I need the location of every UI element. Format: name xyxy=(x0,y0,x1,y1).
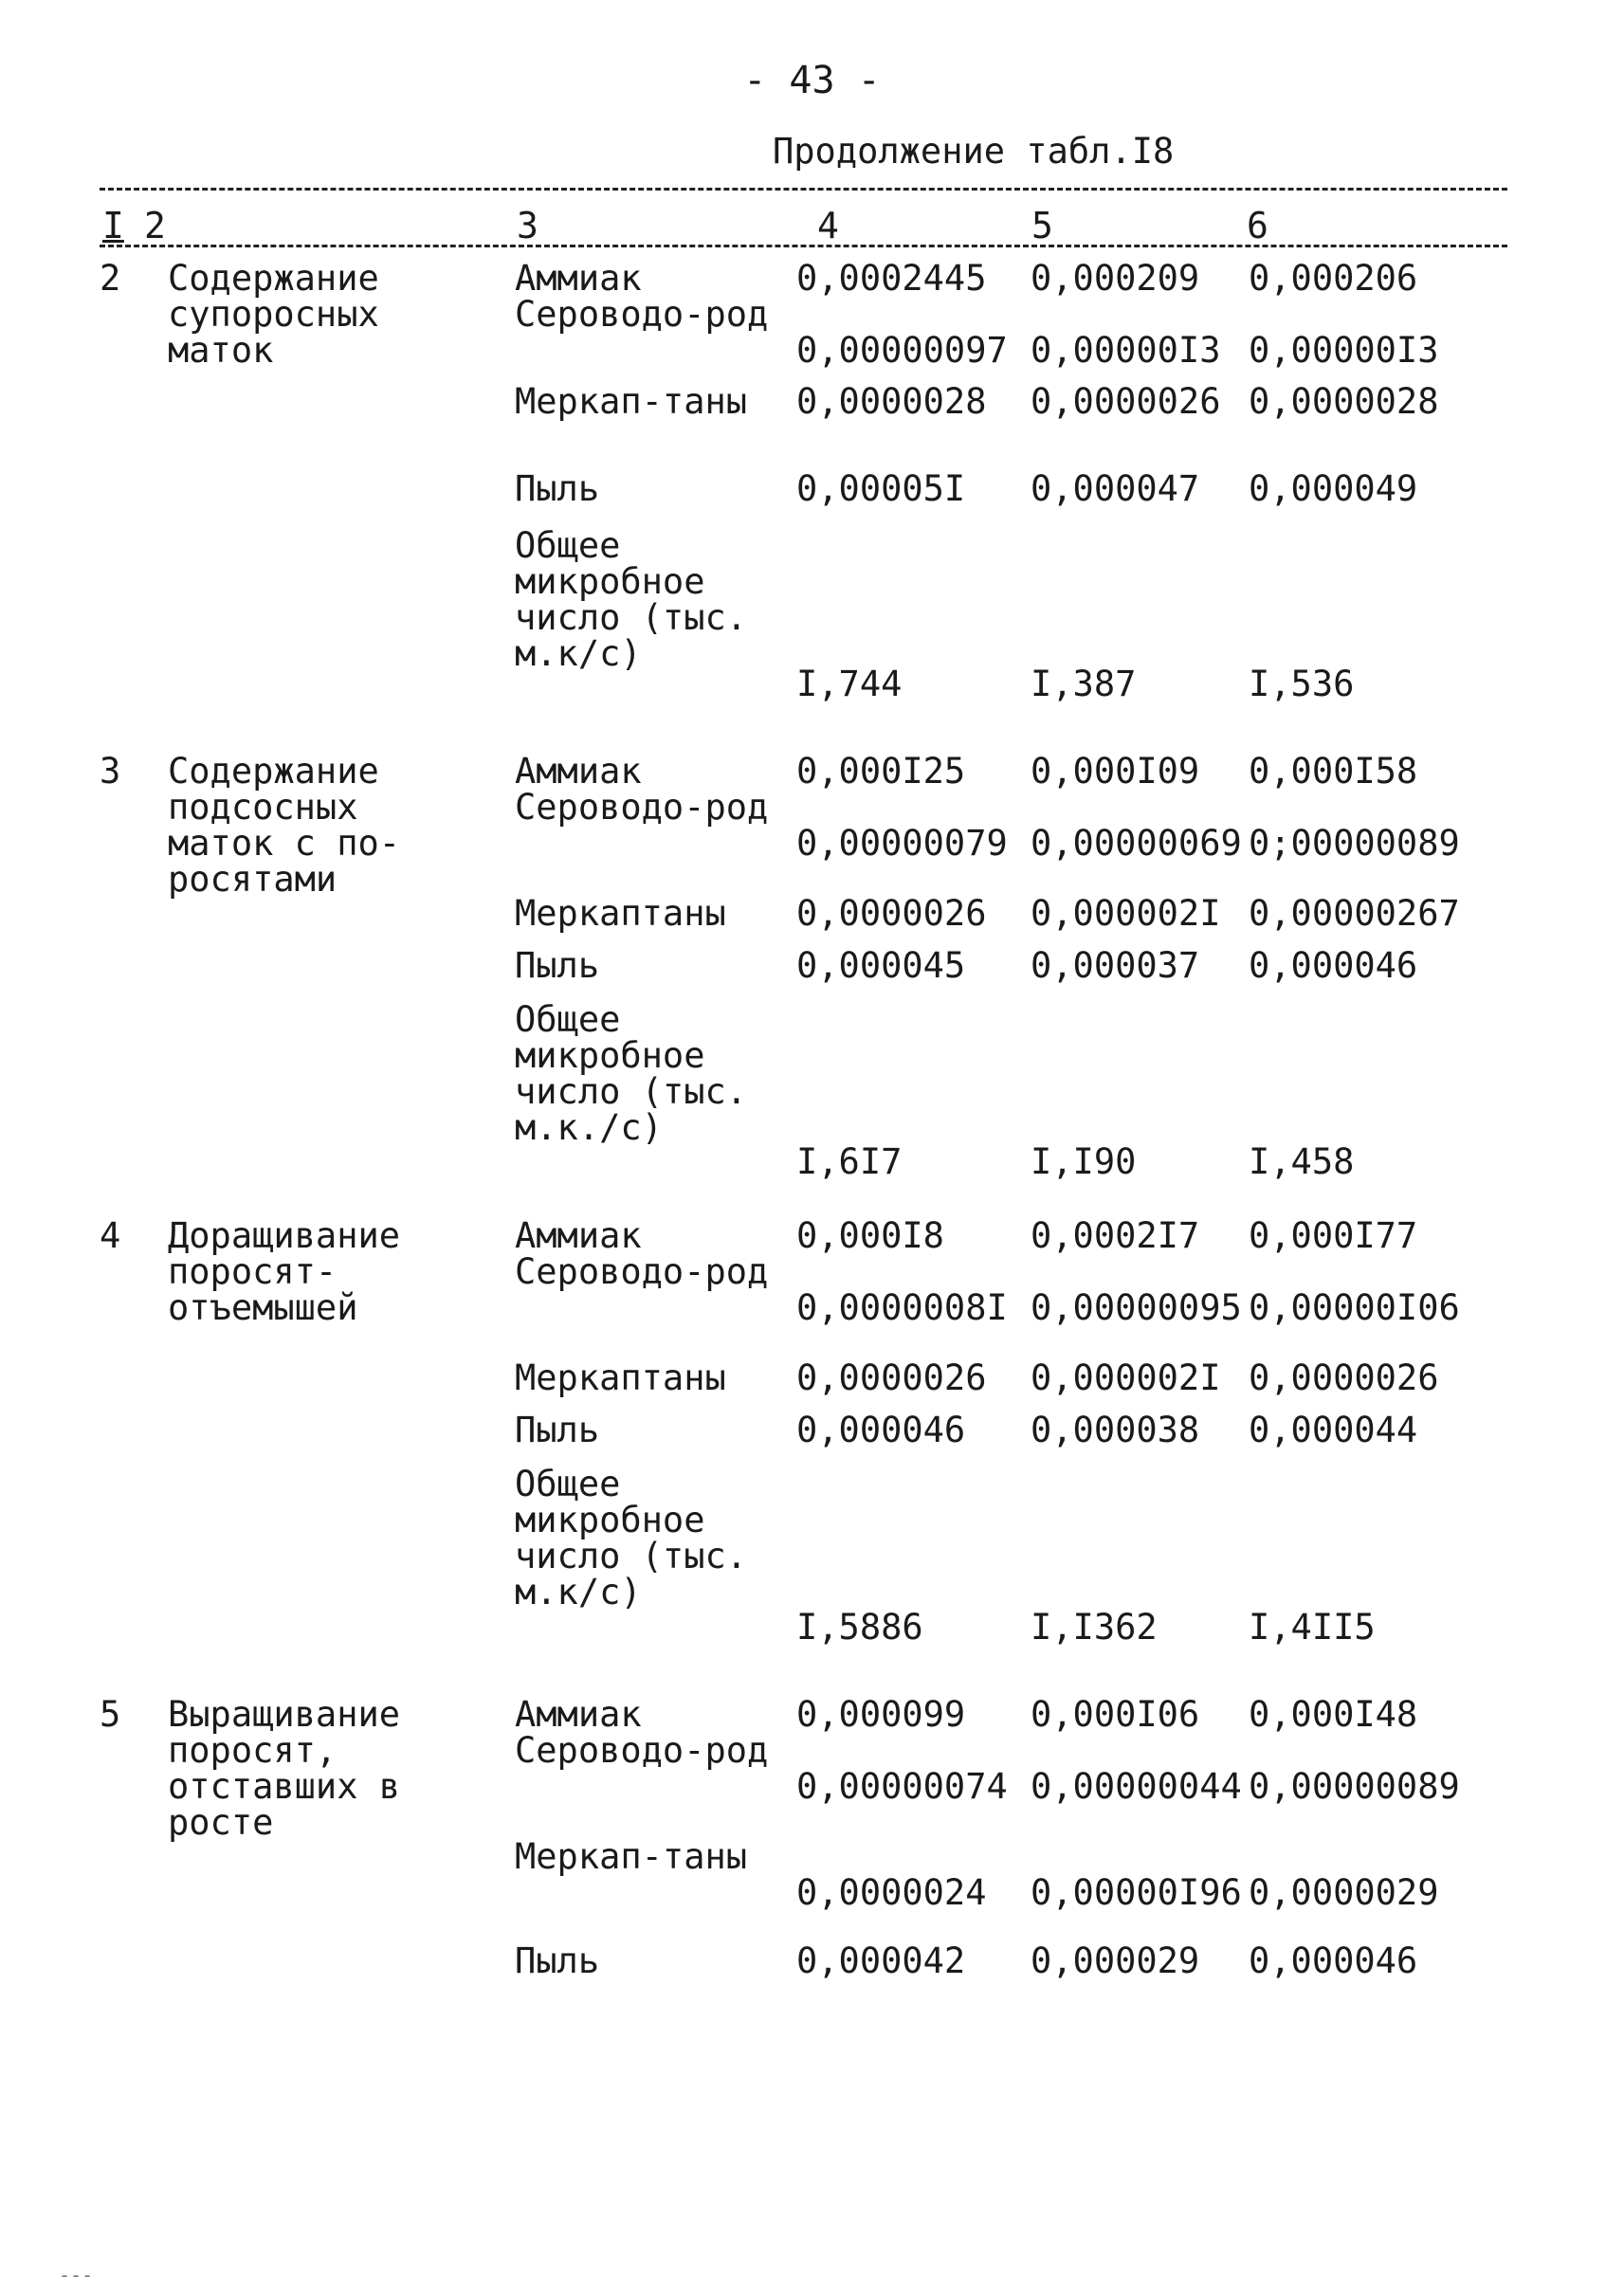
value-col-4: 0,000046 xyxy=(796,1410,966,1450)
value-col-5: 0,0002I7 xyxy=(1031,1215,1200,1256)
value-col-6: 0,00000I06 xyxy=(1249,1287,1460,1328)
column-header-1: I xyxy=(102,205,124,246)
indicator-label: Сероводо-род xyxy=(515,294,769,335)
row-number: 3 xyxy=(100,751,121,792)
indicator-label: Пыль xyxy=(515,1940,600,1981)
operation-name: Доращивание поросят-отъемышей xyxy=(168,1215,401,1328)
table-section xyxy=(100,1694,1503,2000)
value-col-5: 0,000002I xyxy=(1031,1357,1221,1398)
value-col-4: 0,0000028 xyxy=(796,381,987,422)
row-number: 2 xyxy=(100,258,121,299)
indicator-label: Меркаптаны xyxy=(515,893,726,934)
value-col-4: 0,00000079 xyxy=(796,823,1008,864)
value-col-6: I,458 xyxy=(1249,1141,1355,1182)
table-continuation-caption: Продолжение табл.I8 xyxy=(773,131,1175,172)
indicator-label: Общее микробное число (тыс. м.к/с) xyxy=(515,1464,748,1612)
value-col-4: 0,000042 xyxy=(796,1940,966,1981)
operation-name: Содержание супоросных маток xyxy=(168,258,379,371)
indicator-label: Пыль xyxy=(515,945,600,986)
value-col-5: 0,00000069 xyxy=(1031,823,1242,864)
value-col-6: 0,000046 xyxy=(1249,945,1418,986)
row-number: 5 xyxy=(100,1694,121,1735)
operation-name: Содержание подсосных маток с по-росятами xyxy=(168,751,401,900)
value-col-4: I,5886 xyxy=(796,1607,923,1648)
indicator-label: Аммиак xyxy=(515,1215,642,1256)
header-bottom-rule xyxy=(100,245,1507,247)
indicator-label: Аммиак xyxy=(515,1694,642,1735)
scan-mark: --- xyxy=(59,2264,94,2286)
operation-name: Выращивание поросят, отставших в росте xyxy=(168,1694,401,1843)
column-header-3: 3 xyxy=(517,205,538,246)
value-col-5: I,I362 xyxy=(1031,1607,1158,1648)
value-col-5: 0,000002I xyxy=(1031,893,1221,934)
value-col-5: 0,000I06 xyxy=(1031,1694,1200,1735)
value-col-4: 0,0002445 xyxy=(796,258,987,299)
table-section xyxy=(100,751,1503,1209)
value-col-4: I,744 xyxy=(796,664,903,704)
value-col-4: 0,00000097 xyxy=(796,330,1008,371)
value-col-6: 0,000206 xyxy=(1249,258,1418,299)
value-col-5: 0,000209 xyxy=(1031,258,1200,299)
value-col-6: 0;00000089 xyxy=(1249,823,1460,864)
value-col-5: 0,000029 xyxy=(1031,1940,1200,1981)
value-col-6: 0,00000089 xyxy=(1249,1766,1460,1807)
indicator-label: Меркап-таны xyxy=(515,1836,748,1877)
value-col-4: I,6I7 xyxy=(796,1141,903,1182)
value-col-4: 0,0000008I xyxy=(796,1287,1008,1328)
column-header-5: 5 xyxy=(1031,205,1053,246)
indicator-label: Сероводо-род xyxy=(515,1730,769,1771)
value-col-6: 0,0000026 xyxy=(1249,1357,1439,1398)
value-col-5: 0,00000095 xyxy=(1031,1287,1242,1328)
indicator-label: Пыль xyxy=(515,468,600,509)
indicator-label: Общее микробное число (тыс. м.к./с) xyxy=(515,999,748,1148)
value-col-5: 0,00000I96 xyxy=(1031,1872,1242,1913)
table-top-rule xyxy=(100,188,1507,191)
value-col-5: 0,000038 xyxy=(1031,1410,1200,1450)
row-number: 4 xyxy=(100,1215,121,1256)
value-col-4: 0,000045 xyxy=(796,945,966,986)
value-col-5: 0,00000I3 xyxy=(1031,330,1221,371)
value-col-6: 0,000I58 xyxy=(1249,751,1418,792)
indicator-label: Аммиак xyxy=(515,751,642,792)
column-header-2: 2 xyxy=(144,205,166,246)
value-col-6: 0,0000029 xyxy=(1249,1872,1439,1913)
value-col-6: 0,000046 xyxy=(1249,1940,1418,1981)
indicator-label: Меркап-таны xyxy=(515,381,748,422)
value-col-5: 0,000047 xyxy=(1031,468,1200,509)
value-col-6: 0,000I48 xyxy=(1249,1694,1418,1735)
value-col-4: 0,0000026 xyxy=(796,1357,987,1398)
value-col-4: 0,000I8 xyxy=(796,1215,944,1256)
indicator-label: Сероводо-род xyxy=(515,1251,769,1292)
value-col-5: I,I90 xyxy=(1031,1141,1137,1182)
value-col-6: 0,00000267 xyxy=(1249,893,1460,934)
value-col-4: 0,000I25 xyxy=(796,751,966,792)
value-col-4: 0,000099 xyxy=(796,1694,966,1735)
indicator-label: Общее микробное число (тыс. м.к/с) xyxy=(515,525,748,674)
table-section xyxy=(100,258,1503,716)
column-header-6: 6 xyxy=(1247,205,1268,246)
table-section xyxy=(100,1215,1503,1664)
value-col-5: 0,000037 xyxy=(1031,945,1200,986)
value-col-4: 0,0000024 xyxy=(796,1872,987,1913)
value-col-5: 0,00000044 xyxy=(1031,1766,1242,1807)
column-header-4: 4 xyxy=(817,205,839,246)
value-col-6: I,4II5 xyxy=(1249,1607,1376,1648)
indicator-label: Меркаптаны xyxy=(515,1357,726,1398)
indicator-label: Аммиак xyxy=(515,258,642,299)
value-col-4: 0,00000074 xyxy=(796,1766,1008,1807)
indicator-label: Сероводо-род xyxy=(515,787,769,828)
value-col-5: 0,0000026 xyxy=(1031,381,1221,422)
value-col-5: 0,000I09 xyxy=(1031,751,1200,792)
value-col-5: I,387 xyxy=(1031,664,1137,704)
value-col-6: 0,000049 xyxy=(1249,468,1418,509)
value-col-6: 0,00000I3 xyxy=(1249,330,1439,371)
indicator-label: Пыль xyxy=(515,1410,600,1450)
page-number: - 43 - xyxy=(743,59,881,102)
value-col-4: 0,0000026 xyxy=(796,893,987,934)
value-col-6: I,536 xyxy=(1249,664,1355,704)
value-col-6: 0,0000028 xyxy=(1249,381,1439,422)
value-col-4: 0,00005I xyxy=(796,468,966,509)
value-col-6: 0,000044 xyxy=(1249,1410,1418,1450)
value-col-6: 0,000I77 xyxy=(1249,1215,1418,1256)
